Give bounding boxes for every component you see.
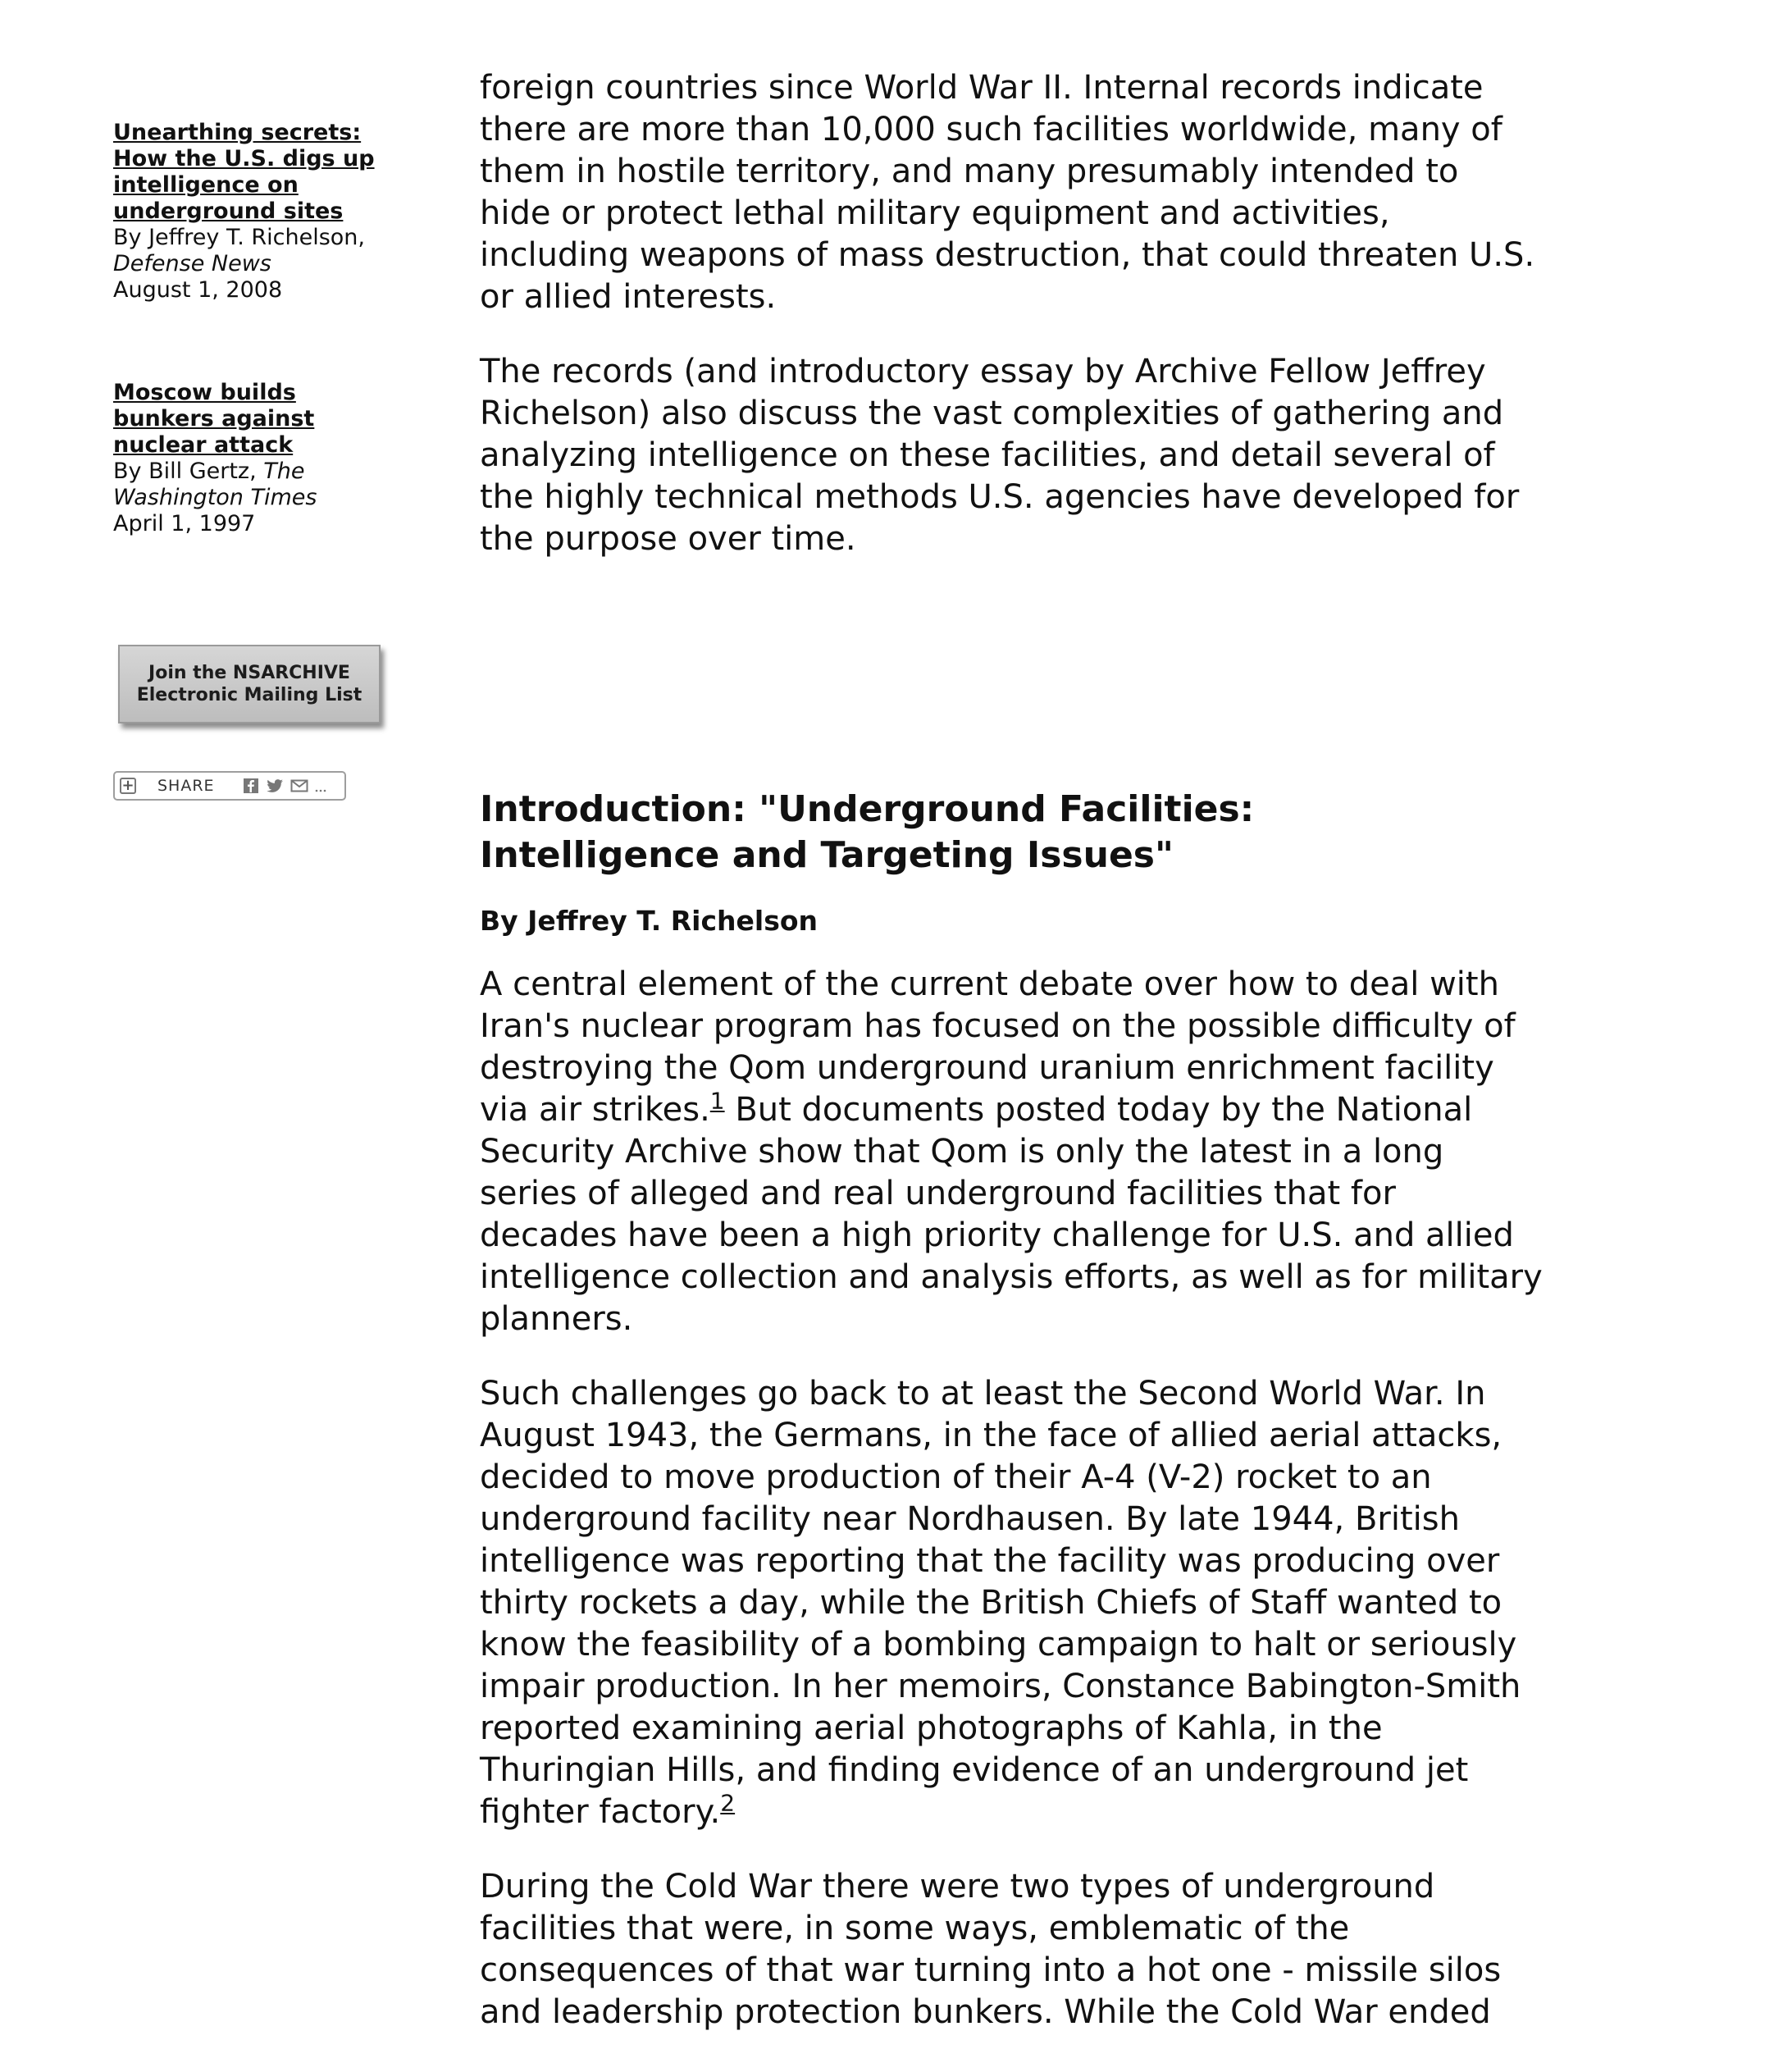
text-line: decades have been a high priority challenge for U.S. and allied	[480, 1216, 1514, 1254]
text-line: Richelson) also discuss the vast complexities of gathering and	[480, 395, 1504, 432]
related-news-link[interactable]	[113, 380, 392, 459]
text-line: decided to move production of their A-4 (V-2) rocket to an	[480, 1458, 1432, 1496]
news-byline: By Jeffrey T. Richelson,	[113, 225, 366, 250]
footnote-link-1[interactable]: 1	[709, 1087, 725, 1115]
text-line: thirty rockets a day, while the British Chiefs of Staff wanted to	[480, 1584, 1502, 1622]
text-fragment: But documents posted today by the National	[724, 1091, 1473, 1129]
share-button[interactable]	[113, 771, 346, 801]
news-byline: By Bill Gertz,	[113, 459, 264, 484]
news-title-line[interactable]: nuclear attack	[113, 432, 294, 458]
news-title-line[interactable]: intelligence on	[113, 172, 299, 198]
text-line: there are more than 10,000 such facilities worldwide, many of	[480, 111, 1502, 148]
text-fragment: fighter factory.	[480, 1793, 721, 1831]
share-label: SHARE	[157, 777, 215, 795]
news-date: August 1, 2008	[113, 277, 283, 303]
text-line: the highly technical methods U.S. agencies have developed for	[480, 478, 1520, 516]
text-fragment: via air strikes.	[480, 1091, 710, 1129]
article-byline: By Jeffrey T. Richelson	[480, 905, 818, 937]
news-title-line[interactable]: How the U.S. digs up	[113, 146, 375, 171]
text-line: facilities that were, in some ways, emblematic of the	[480, 1910, 1350, 1947]
text-line: Such challenges go back to at least the Second World War. In	[480, 1375, 1486, 1413]
text-line: impair production. In her memoirs, Constance Babington-Smith	[480, 1668, 1521, 1705]
text-line: Security Archive show that Qom is only the latest in a long	[480, 1133, 1444, 1171]
text-line: destroying the Qom underground uranium enrichment facility	[480, 1049, 1494, 1087]
text-line: planners.	[480, 1300, 633, 1338]
more-icon	[315, 778, 326, 793]
related-news-item	[113, 120, 392, 303]
news-title-line[interactable]: underground sites	[113, 199, 344, 224]
text-line: During the Cold War there were two types of underground	[480, 1868, 1435, 1905]
footnote-link-2[interactable]: 2	[720, 1789, 736, 1817]
section-spacer	[480, 593, 1394, 787]
text-line: intelligence was reporting that the facility was producing over	[480, 1542, 1500, 1580]
email-icon	[290, 778, 308, 793]
body-paragraph	[480, 1866, 1792, 2033]
text-line: consequences of that war turning into a hot one - missile silos	[480, 1951, 1502, 1989]
text-line: analyzing intelligence on these facilities, and detail several of	[480, 436, 1495, 474]
text-line: Iran's nuclear program has focused on the possible difficulty of	[480, 1007, 1516, 1045]
news-title-line[interactable]: Moscow builds	[113, 380, 296, 405]
news-byline-line	[113, 459, 392, 485]
related-news-link[interactable]	[113, 120, 392, 225]
text-line: reported examining aerial photographs of Kahla, in the	[480, 1709, 1383, 1747]
text-line: The records (and introductory essay by Archive Fellow Jeffrey	[480, 353, 1486, 390]
news-title-line[interactable]: bunkers against	[113, 406, 315, 431]
news-source: Washington Times	[113, 485, 317, 510]
text-line: intelligence collection and analysis efforts, as well as for military	[480, 1258, 1543, 1296]
text-line: the purpose over time.	[480, 520, 856, 558]
news-source: Defense News	[113, 251, 271, 276]
text-line: hide or protect lethal military equipment and activities,	[480, 194, 1390, 232]
share-icons	[243, 778, 326, 794]
news-source: The	[263, 459, 305, 484]
facebook-icon	[243, 778, 259, 794]
text-line: A central element of the current debate over how to deal with	[480, 965, 1499, 1003]
related-news-item	[113, 380, 392, 537]
text-line-with-footnote	[480, 1089, 1792, 1131]
article-heading: Introduction: "Underground Facilities: Intelligence and Targeting Issues"	[480, 788, 1255, 876]
twitter-icon	[266, 778, 284, 794]
text-line: including weapons of mass destruction, that could threaten U.S.	[480, 236, 1535, 274]
text-line: them in hostile territory, and many presumably intended to	[480, 153, 1459, 190]
text-line: series of alleged and real underground facilities that for	[480, 1175, 1396, 1212]
intro-paragraph	[480, 67, 1792, 318]
body-paragraph	[480, 964, 1792, 1340]
news-title-line[interactable]: Unearthing secrets:	[113, 120, 362, 145]
text-line: and leadership protection bunkers. While the Cold War ended	[480, 1993, 1491, 2031]
plus-icon: +	[120, 778, 136, 794]
text-line: foreign countries since World War II. Internal records indicate	[480, 69, 1484, 107]
article-content	[480, 67, 1543, 2072]
text-line: or allied interests.	[480, 278, 777, 316]
text-line: August 1943, the Germans, in the face of allied aerial attacks,	[480, 1417, 1502, 1454]
join-mailing-list-button[interactable]	[118, 645, 381, 723]
text-line: know the feasibility of a bombing campaign to halt or seriously	[480, 1626, 1517, 1664]
join-button-line: Join the NSARCHIVE	[148, 663, 350, 683]
intro-paragraph	[480, 351, 1792, 560]
text-line: Thuringian Hills, and finding evidence of an underground jet	[480, 1751, 1469, 1789]
join-button-line: Electronic Mailing List	[136, 685, 363, 705]
body-paragraph	[480, 1373, 1792, 1833]
news-date: April 1, 1997	[113, 511, 256, 536]
text-line-with-footnote	[480, 1791, 1792, 1833]
text-line: underground facility near Nordhausen. By late 1944, British	[480, 1500, 1460, 1538]
